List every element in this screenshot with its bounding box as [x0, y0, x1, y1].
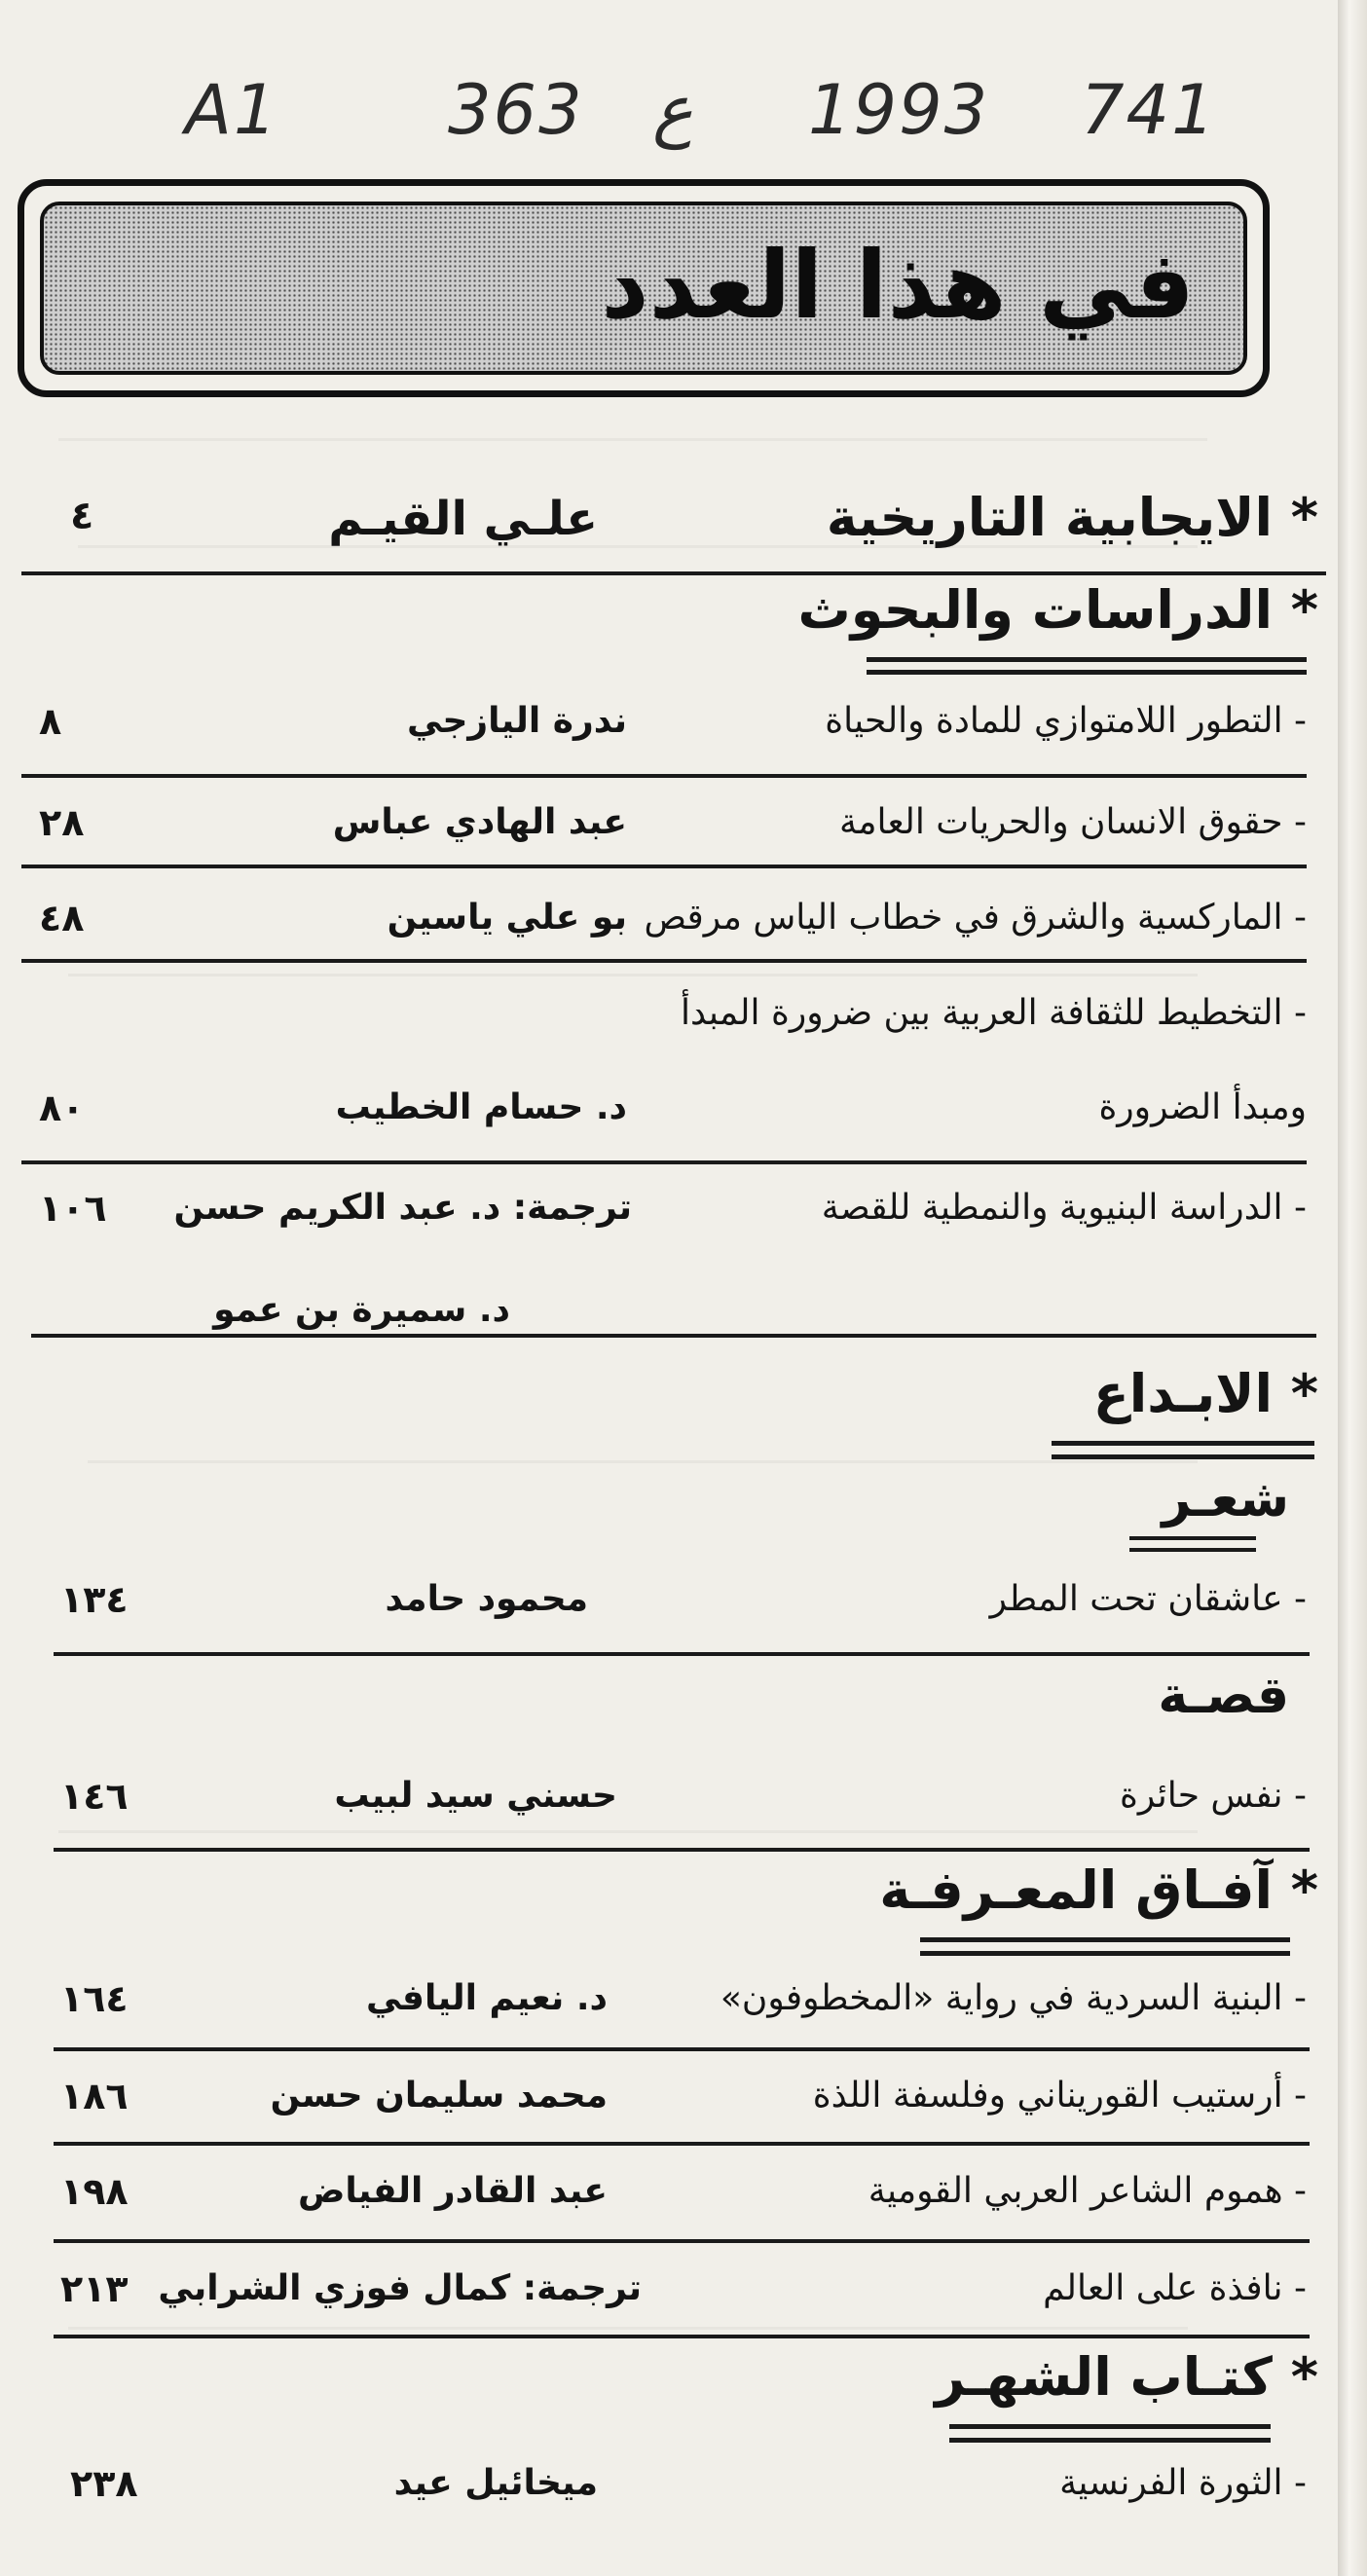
section-heading: * الدراسات والبحوث: [797, 579, 1318, 641]
divider: [54, 2335, 1310, 2338]
entry-title: - التطور اللامتوازي للمادة والحياة: [825, 701, 1307, 741]
divider: [31, 1334, 1316, 1338]
entry-author: ترجمة: كمال فوزي الشرابي: [158, 2268, 642, 2308]
page-number: ٨٠: [39, 1086, 85, 1129]
handwritten-catalog-note: [146, 70, 1266, 167]
divider: [21, 959, 1307, 963]
note-part: 363: [448, 70, 584, 150]
entry-title: - أرستيب القوريناني وفلسفة اللذة: [812, 2076, 1307, 2116]
entry-title: - الثورة الفرنسية: [1059, 2463, 1307, 2503]
entry-author-continued: د. سميرة بن عمو: [213, 1290, 510, 1330]
page-number: ١٤٦: [60, 1775, 129, 1818]
entry-title: - التخطيط للثقافة العربية بين ضرورة المبدأ: [680, 993, 1307, 1033]
entry-author: د. حسام الخطيب: [335, 1087, 627, 1127]
subsection-heading: قصـة: [1158, 1667, 1289, 1725]
entry-title: - هموم الشاعر العربي القومية: [868, 2171, 1307, 2211]
divider: [21, 1160, 1307, 1164]
heading-underline: [867, 657, 1307, 662]
heading-underline: [1052, 1441, 1314, 1446]
entry-title: - عاشقان تحت المطر: [989, 1579, 1307, 1619]
divider: [54, 1848, 1310, 1852]
section-author: علـي القيـم: [328, 492, 598, 546]
heading-underline: [920, 1951, 1290, 1956]
page-number: ٢٣٨: [70, 2462, 138, 2505]
entry-author: ميخائيل عيد: [393, 2463, 598, 2503]
heading-underline: [949, 2424, 1271, 2429]
entry-author: بو علي ياسين: [387, 898, 627, 938]
entry-title: - البنية السردية في رواية «المخطوفون»: [720, 1978, 1307, 2018]
divider: [21, 571, 1326, 575]
section-heading: * آفـاق المعـرفـة: [879, 1859, 1318, 1921]
subsection-heading: شعـر: [1162, 1470, 1289, 1528]
entry-author: ندرة اليازجي: [407, 701, 627, 741]
divider: [54, 2142, 1310, 2146]
note-part: A1: [185, 70, 279, 150]
heading-underline: [1129, 1536, 1256, 1540]
divider: [21, 865, 1307, 868]
entry-title: - نفس حائرة: [1120, 1776, 1307, 1816]
page-title: في هذا العدد: [601, 231, 1195, 340]
heading-underline: [949, 2438, 1271, 2443]
page-number: ١٣٤: [60, 1578, 129, 1621]
page-number: ١٦٤: [60, 1977, 129, 2020]
entry-author: عبد القادر الفياض: [297, 2171, 608, 2211]
note-part: 741: [1081, 70, 1217, 150]
page-edge: [1338, 0, 1367, 2576]
entry-title: - الماركسية والشرق في خطاب الياس مرقص: [644, 898, 1307, 938]
divider: [54, 2047, 1310, 2051]
page-number: ٤: [70, 494, 94, 538]
page-number: ٨: [39, 700, 62, 743]
entry-title: - الدراسة البنيوية والنمطية للقصة: [821, 1188, 1307, 1228]
divider: [54, 2239, 1310, 2243]
title-banner-pattern: [40, 202, 1247, 375]
section-heading: * الابـداع: [1092, 1363, 1318, 1424]
divider: [54, 1652, 1310, 1656]
note-part: 1993: [808, 70, 990, 150]
section-heading: * الايجابية التاريخية: [826, 487, 1318, 548]
entry-title: - حقوق الانسان والحريات العامة: [838, 802, 1307, 842]
section-heading: * كتـاب الشهـر: [935, 2346, 1318, 2408]
entry-author: محمد سليمان حسن: [270, 2076, 608, 2116]
title-banner: [18, 179, 1270, 397]
page-number: ٢١٣: [60, 2267, 129, 2310]
entry-title: - نافذة على العالم: [1043, 2268, 1307, 2308]
page-number: ١٨٦: [60, 2075, 129, 2117]
entry-author: حسني سيد لبيب: [334, 1776, 617, 1816]
entry-author: محمود حامد: [385, 1579, 588, 1619]
divider: [21, 774, 1307, 778]
page-number: ٤٨: [39, 897, 85, 939]
page-number: ١٩٨: [60, 2170, 129, 2213]
heading-underline: [867, 670, 1307, 675]
page-number: ٢٨: [39, 801, 85, 844]
heading-underline: [920, 1937, 1290, 1942]
entry-author: عبد الهادي عباس: [332, 802, 627, 842]
page-number: ١٠٦: [39, 1187, 107, 1230]
heading-underline: [1052, 1454, 1314, 1459]
heading-underline: [1129, 1548, 1256, 1552]
entry-title-continued: ومبدأ الضرورة: [1098, 1087, 1307, 1127]
note-part: ع: [652, 70, 693, 150]
entry-author: ترجمة: د. عبد الكريم حسن: [173, 1188, 632, 1228]
entry-author: د. نعيم اليافي: [365, 1978, 608, 2018]
